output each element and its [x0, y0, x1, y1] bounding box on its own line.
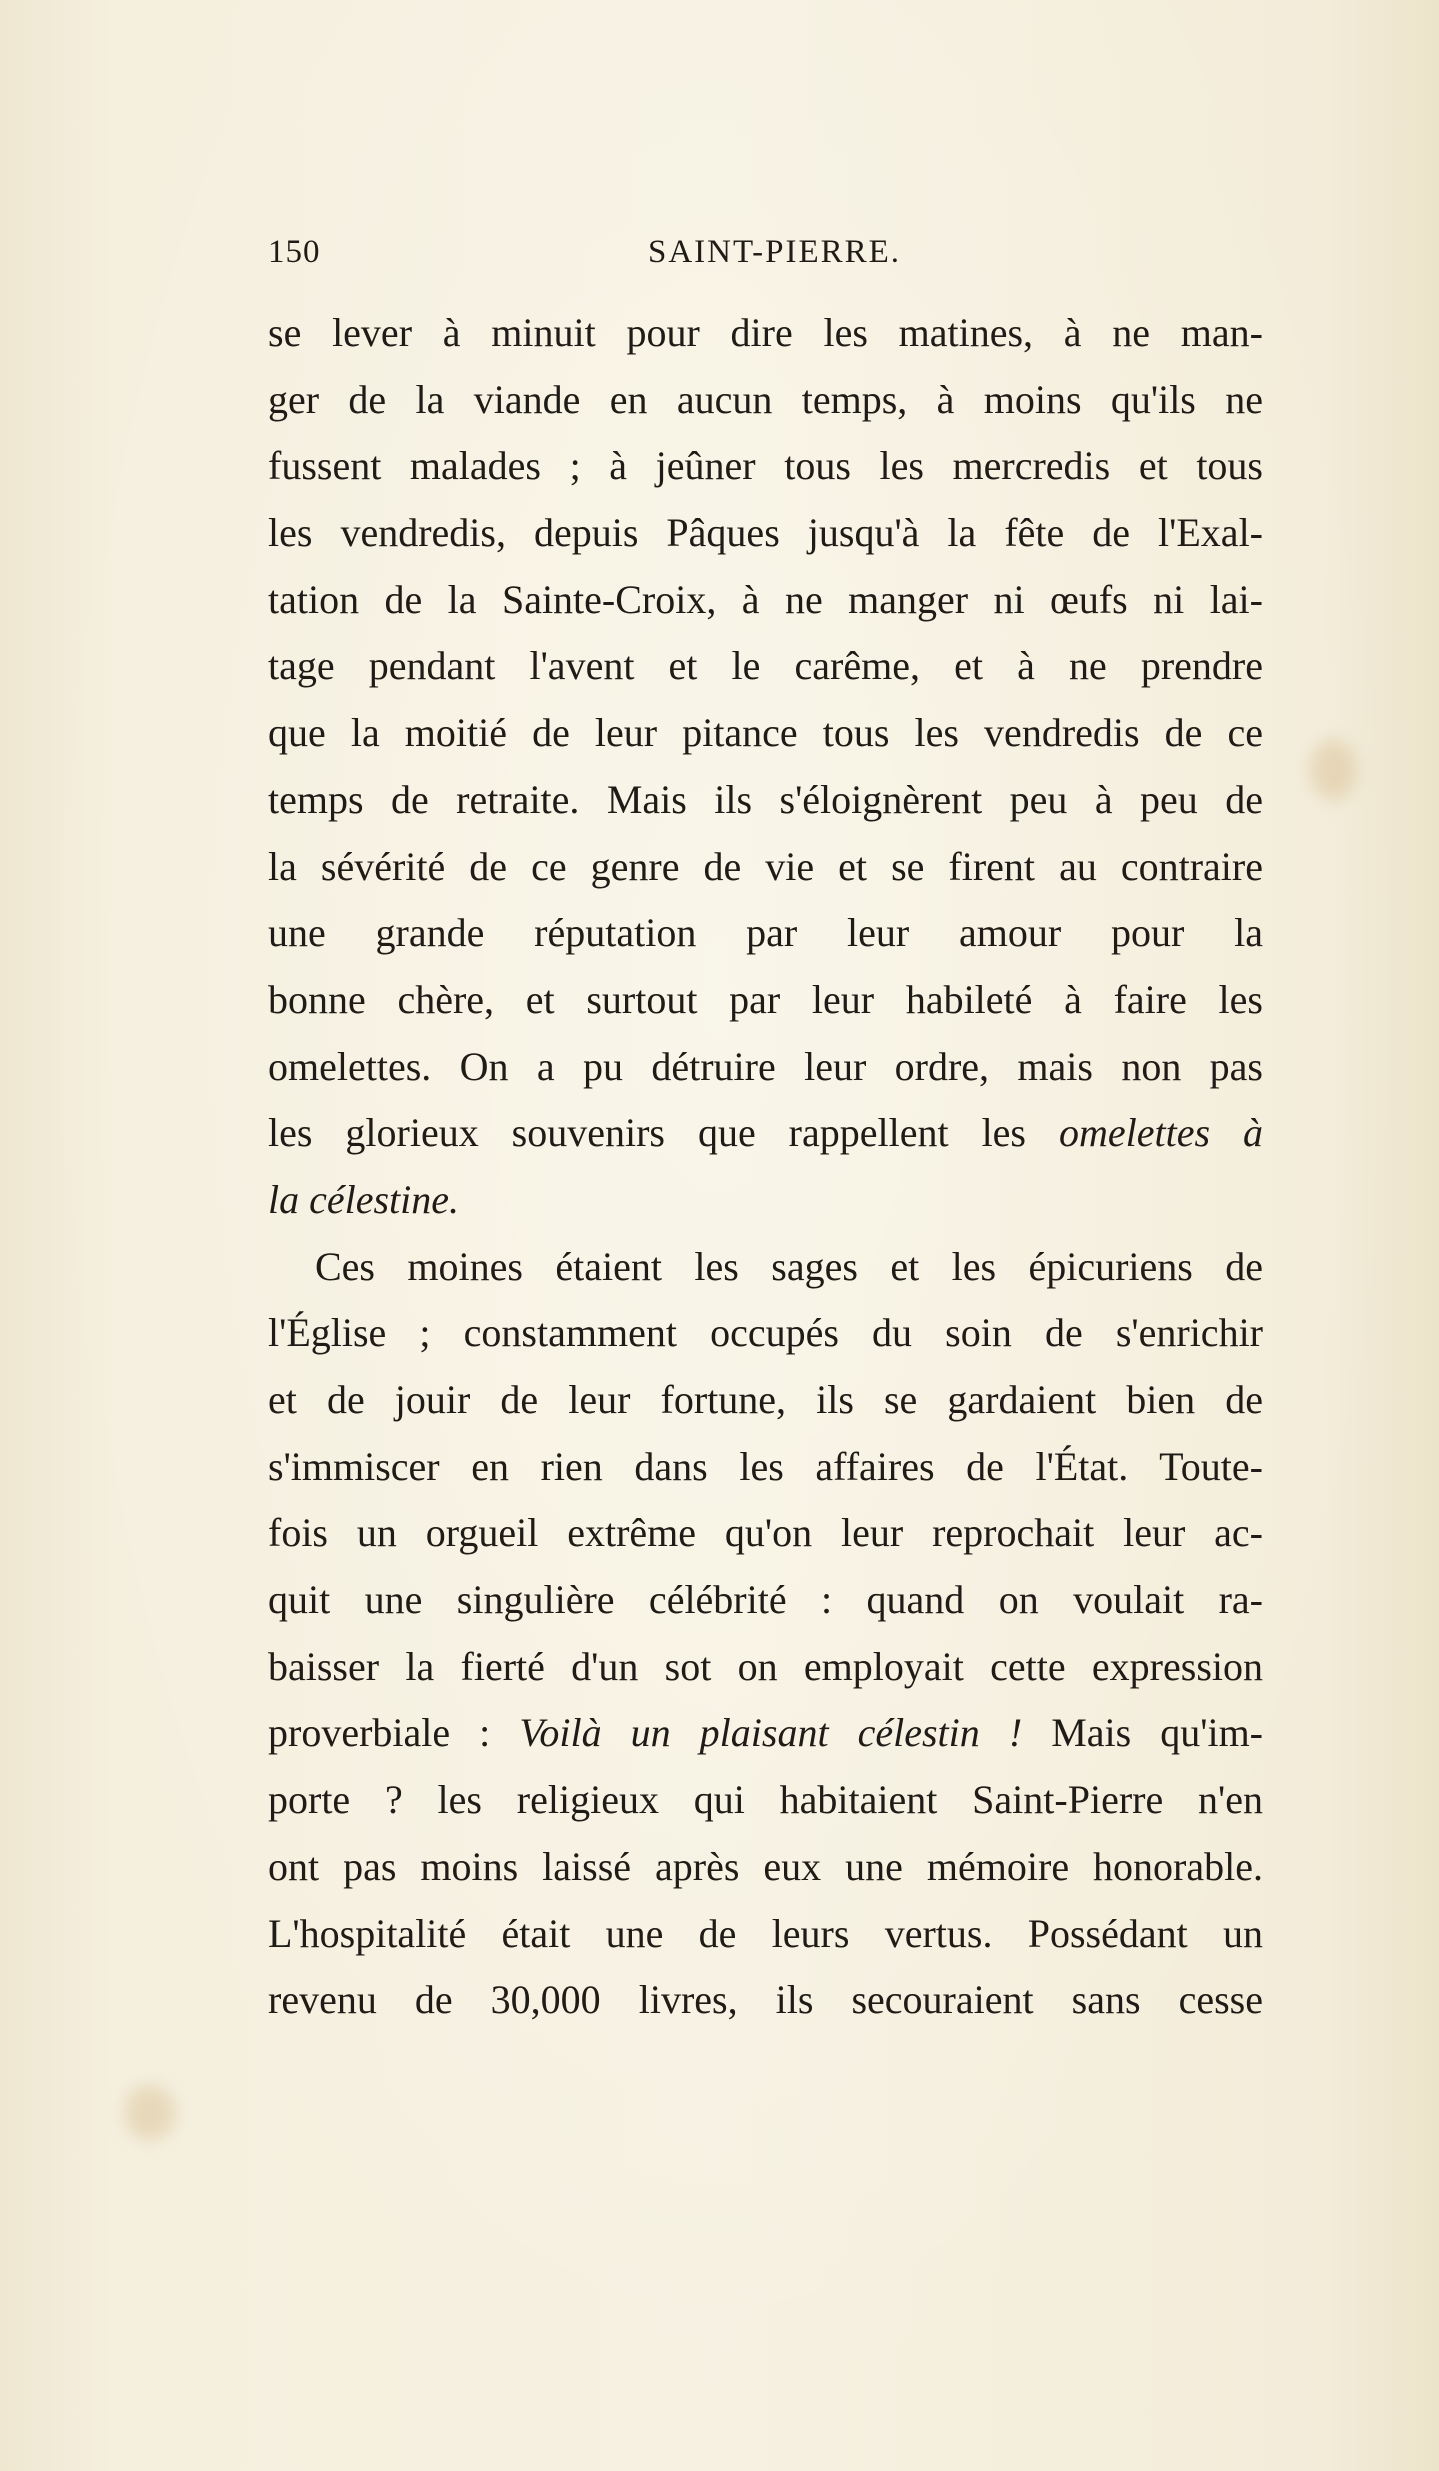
- text-span: les glorieux souvenirs que rappellent les: [268, 1110, 1026, 1156]
- text-span: Mais qu'im-: [1051, 1710, 1263, 1756]
- running-head: [268, 234, 1258, 284]
- body-text: [268, 300, 1263, 2034]
- text-line: une grande réputation par leur amour pour la: [268, 910, 1263, 956]
- text-line: se lever à minuit pour dire les matines, à ne man-: [268, 310, 1263, 355]
- text-line: omelettes. On a pu détruire leur ordre, mais non pas: [268, 1043, 1263, 1089]
- text-line: et de jouir de leur fortune, ils se gardaient bien de: [268, 1377, 1263, 1422]
- text-line: [268, 1100, 1263, 1167]
- text-line: temps de retraite. Mais ils s'éloignèrent peu à peu de: [268, 776, 1263, 822]
- paper-stain: [1310, 740, 1356, 800]
- paragraph: [268, 300, 1263, 1234]
- paragraph: [268, 1234, 1263, 2034]
- text-line: L'hospitalité était une de leurs vertus. Possédant un: [268, 1910, 1263, 1956]
- italic-phrase: la célestine.: [268, 1176, 460, 1222]
- text-span: proverbiale :: [268, 1710, 491, 1756]
- paper-stain: [125, 2085, 175, 2140]
- text-line: l'Église ; constamment occupés du soin de s'enrichir: [268, 1310, 1263, 1356]
- text-line: s'immiscer en rien dans les affaires de l'État. Toute-: [268, 1443, 1263, 1489]
- text-line: [268, 1700, 1263, 1767]
- italic-phrase: Voilà un plaisant célestin !: [519, 1710, 1023, 1756]
- text-line: ont pas moins laissé après eux une mémoire honorable.: [268, 1843, 1263, 1889]
- text-line: revenu de 30,000 livres, ils secouraient sans cesse: [268, 1977, 1263, 2023]
- text-line: fois un orgueil extrême qu'on leur reprochait leur ac-: [268, 1510, 1263, 1556]
- text-line: ger de la viande en aucun temps, à moins qu'ils ne: [268, 376, 1263, 422]
- text-line: [268, 1167, 1263, 1234]
- text-line: Ces moines étaient les sages et les épicuriens de: [315, 1243, 1263, 1289]
- text-line: tage pendant l'avent et le carême, et à ne prendre: [268, 643, 1263, 689]
- text-line: que la moitié de leur pitance tous les vendredis de ce: [268, 710, 1263, 756]
- text-line: bonne chère, et surtout par leur habileté à faire les: [268, 976, 1263, 1022]
- text-line: quit une singulière célébrité : quand on voulait ra-: [268, 1577, 1263, 1623]
- text-line: la sévérité de ce genre de vie et se firent au contraire: [268, 843, 1263, 889]
- page-number: 150: [268, 234, 321, 270]
- text-line: baisser la fierté d'un sot on employait cette expression: [268, 1643, 1263, 1689]
- text-line: porte ? les religieux qui habitaient Saint-Pierre n'en: [268, 1777, 1263, 1823]
- header-title: SAINT-PIERRE.: [648, 234, 902, 270]
- text-line: fussent malades ; à jeûner tous les mercredis et tous: [268, 443, 1263, 489]
- text-line: tation de la Sainte-Croix, à ne manger ni œufs ni lai-: [268, 576, 1263, 622]
- text-line: les vendredis, depuis Pâques jusqu'à la fête de l'Exal-: [268, 510, 1263, 556]
- italic-phrase: omelettes à: [1058, 1110, 1263, 1156]
